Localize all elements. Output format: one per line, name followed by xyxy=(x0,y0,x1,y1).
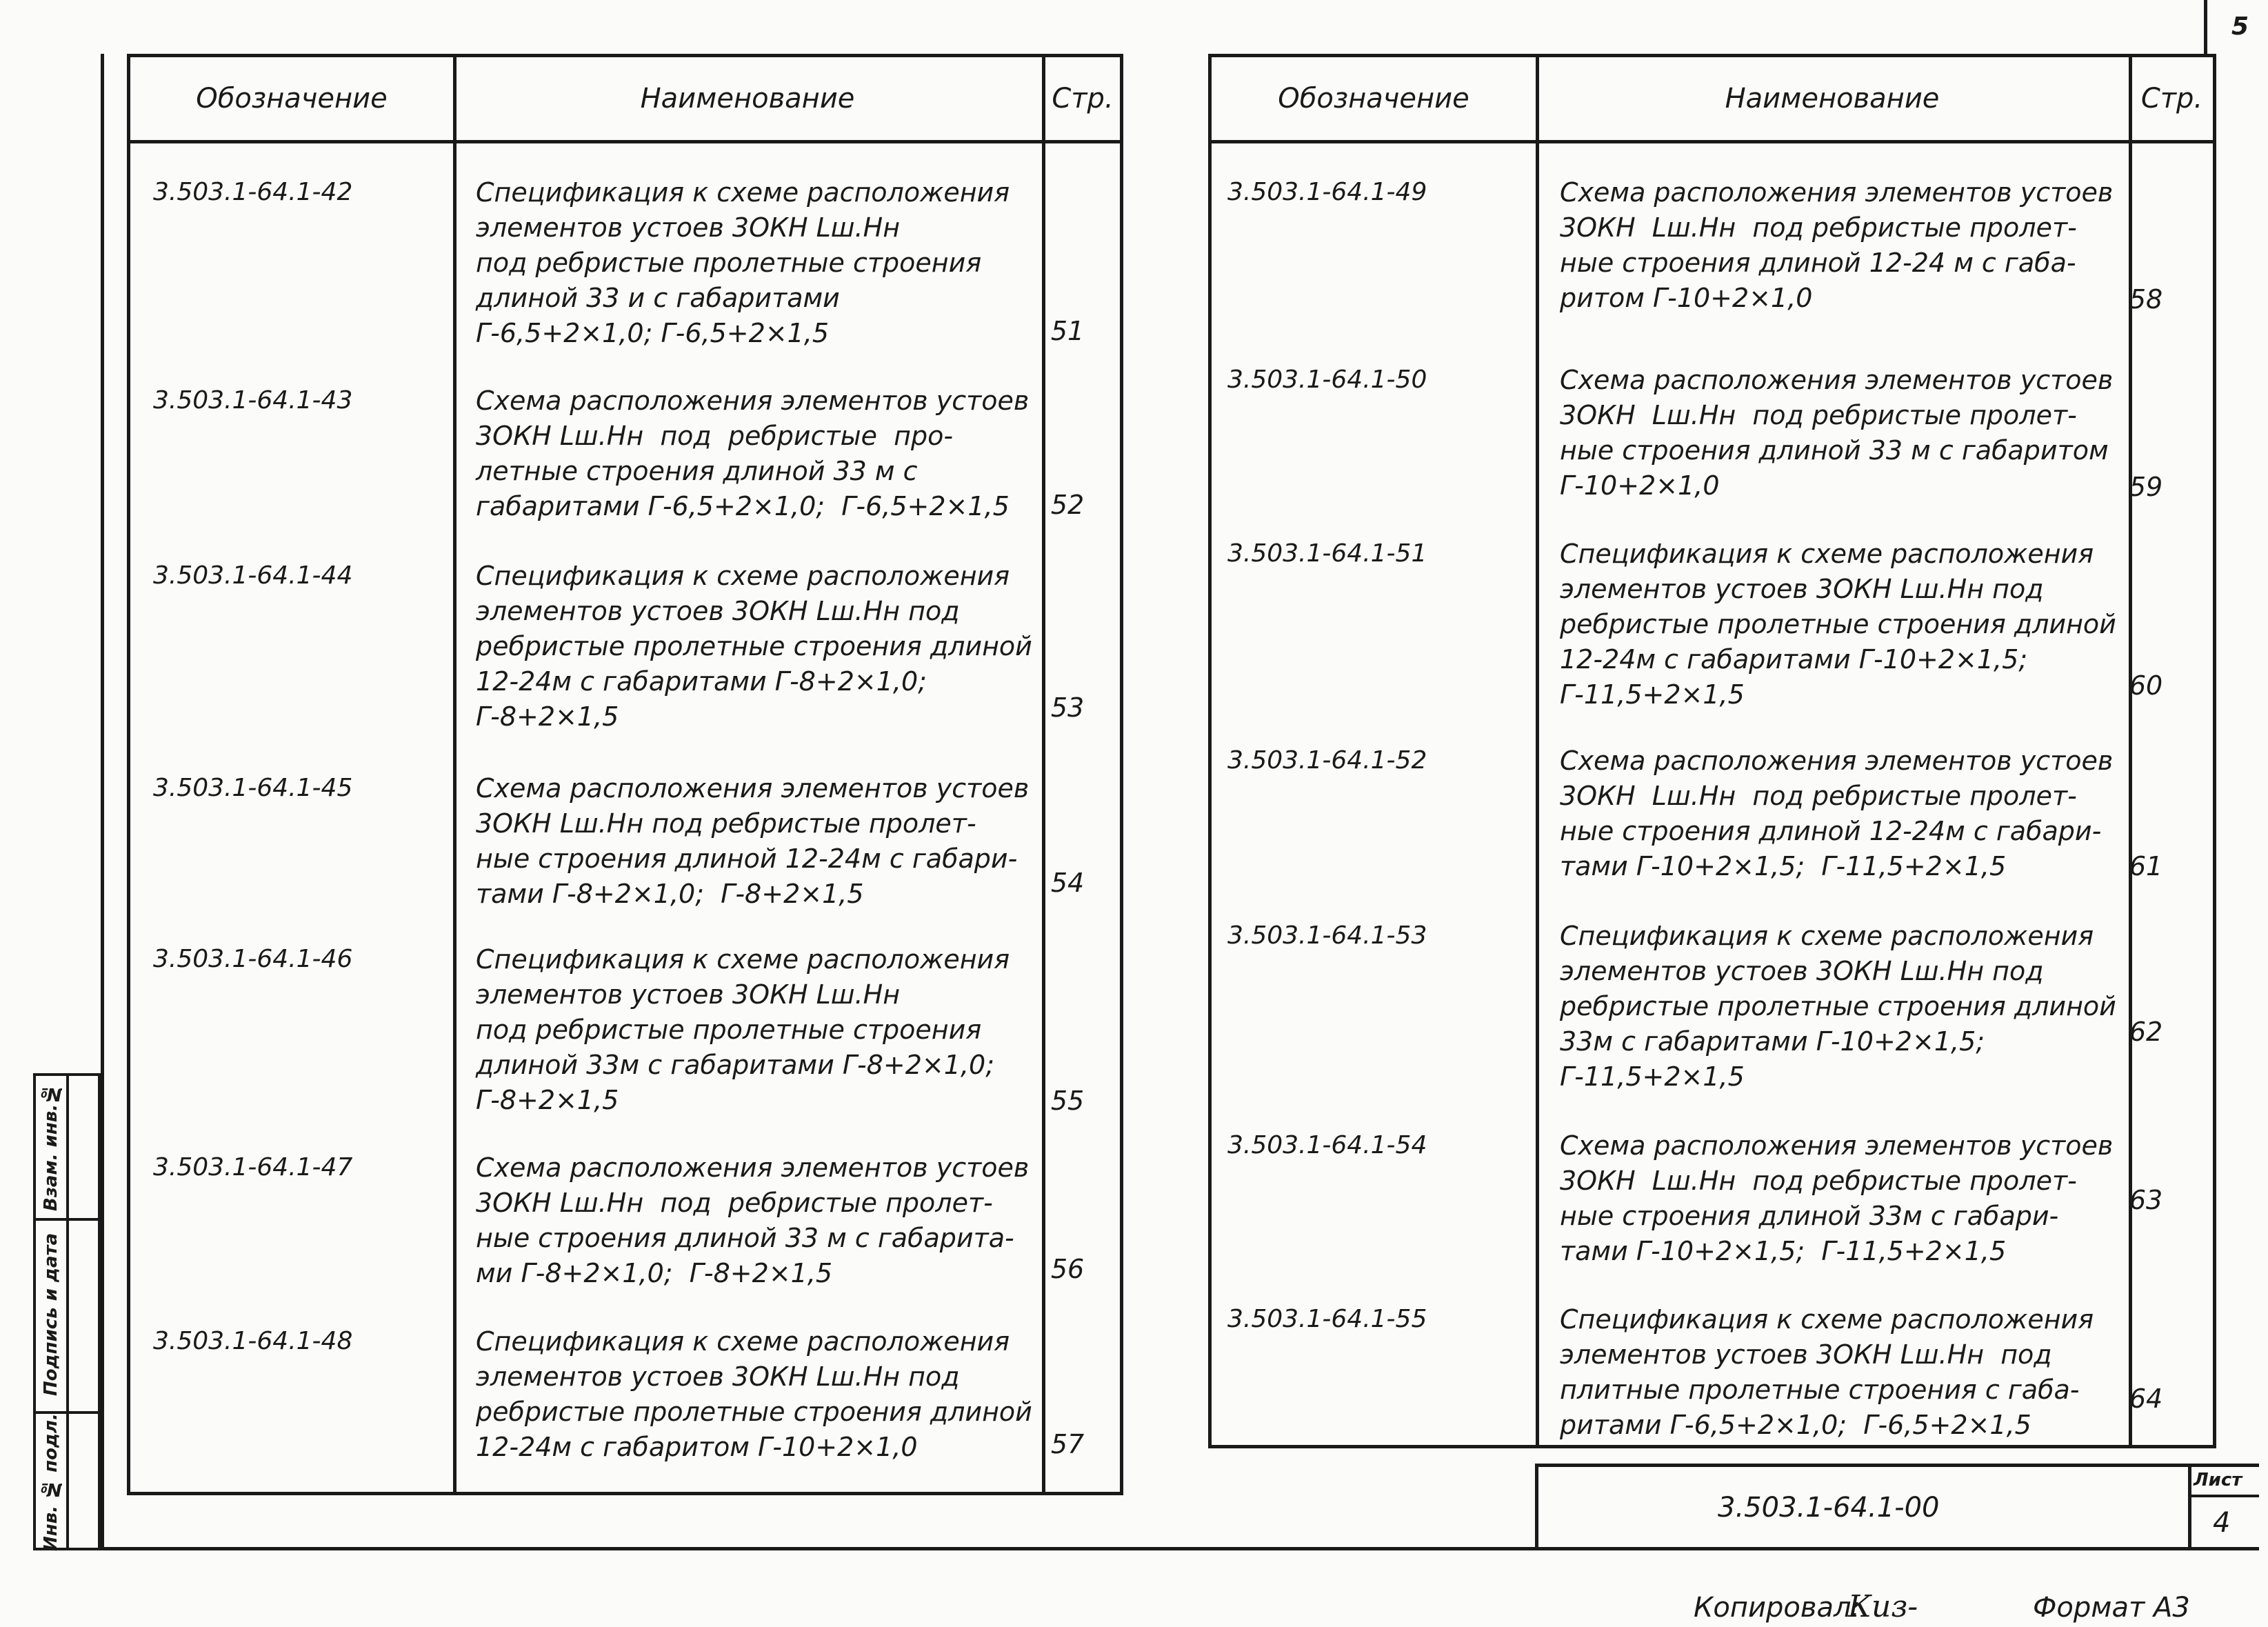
right-row-code: 3.503.1-64.1-50 xyxy=(1227,366,1427,394)
left-row-desc: Схема расположения элементов устоев 3ОКН Lш.Нн под ребристые пролет- ные строения длиной 33 м с габарита- ми Г-8+2×1,0; Г-8+2×1,5 xyxy=(476,1152,1030,1288)
stamp-sheet-number: 4 xyxy=(2213,1507,2231,1539)
right-row-desc: Спецификация к схеме расположения элементов устоев 3ОКН Lш.Нн под ребристые пролетные строения длиной 12-24м с габаритами Г-10+2×1,5; Г-11,5+2×1,5 xyxy=(1560,539,2116,710)
left-row-desc: Спецификация к схеме расположения элементов устоев 3ОКН Lш.Нн под ребристые пролетные строения длиной 33м с габаритами Г-8+2×1,0; Г-8+2×1,5 xyxy=(476,944,1010,1115)
left-row-desc: Спецификация к схеме расположения элементов устоев 3ОКН Lш.Нн под ребристые пролетные строения длиной 12-24м с габаритами Г-8+2×1,0; Г-8+2×1,5 xyxy=(476,561,1032,732)
left-row-desc: Схема расположения элементов устоев 3ОКН Lш.Нн под ребристые пролет- ные строения длиной 12-24м с габари- тами Г-8+2×1,0; Г-8+2×1,5 xyxy=(476,773,1030,909)
corner-box xyxy=(2204,0,2207,54)
right-row-desc: Схема расположения элементов устоев 3ОКН Lш.Нн под ребристые пролет- ные строения длиной 12-24м с габари- тами Г-10+2×1,5; Г-11,5+2×1,5 xyxy=(1560,746,2114,881)
right-row-desc: Спецификация к схеме расположения элементов устоев 3ОКН Lш.Нн под плитные пролетные строения с габа- ритами Г-6,5+2×1,0; Г-6,5+2×1,5 xyxy=(1560,1304,2094,1440)
left-row-page: 57 xyxy=(1050,1429,1085,1459)
stamp-sheet-divider xyxy=(2188,1495,2259,1497)
left-row-desc: Спецификация к схеме расположения элементов устоев 3ОКН Lш.Нн под ребристые пролетные строения длиной 33 и с габаритами Г-6,5+2×1,0; Г-6,5+2×1,5 xyxy=(476,177,1010,348)
side-stamp-col-divider xyxy=(66,1076,69,1548)
left-row-code: 3.503.1-64.1-47 xyxy=(153,1153,353,1181)
header-designation: Обозначение xyxy=(1278,83,1469,114)
footer-copied-label: Копировал: xyxy=(1694,1592,1861,1624)
header-page: Стр. xyxy=(2140,83,2203,114)
left-row-page: 53 xyxy=(1050,692,1085,723)
right-row-page: 58 xyxy=(2129,284,2163,315)
right-row-code: 3.503.1-64.1-49 xyxy=(1227,178,1427,206)
left-row-code: 3.503.1-64.1-44 xyxy=(153,561,353,590)
right-row-page: 61 xyxy=(2129,851,2163,881)
right-row-code: 3.503.1-64.1-54 xyxy=(1227,1131,1427,1159)
header-designation: Обозначение xyxy=(196,83,388,114)
title-stamp xyxy=(1535,1464,2259,1550)
side-stamp xyxy=(33,1073,101,1550)
stamp-doc-code: 3.503.1-64.1-00 xyxy=(1718,1492,1940,1524)
right-row-code: 3.503.1-64.1-55 xyxy=(1227,1305,1427,1333)
footer-copied-sign: Киз- xyxy=(1848,1589,1918,1624)
right-row-page: 64 xyxy=(2129,1384,2163,1414)
right-row-code: 3.503.1-64.1-51 xyxy=(1227,539,1427,568)
left-row-page: 54 xyxy=(1050,868,1085,898)
right-row-code: 3.503.1-64.1-53 xyxy=(1227,921,1427,950)
left-row-code: 3.503.1-64.1-48 xyxy=(153,1327,353,1355)
left-row-page: 56 xyxy=(1050,1254,1085,1284)
left-row-code: 3.503.1-64.1-45 xyxy=(153,774,353,802)
right-row-code: 3.503.1-64.1-52 xyxy=(1227,746,1427,775)
left-row-desc: Спецификация к схеме расположения элементов устоев 3ОКН Lш.Нн под ребристые пролетные строения длиной 12-24м с габаритом Г-10+2×1,0 xyxy=(476,1326,1032,1462)
right-row-page: 62 xyxy=(2129,1017,2163,1047)
left-row-page: 51 xyxy=(1050,316,1085,346)
left-row-page: 55 xyxy=(1050,1086,1085,1116)
left-row-code: 3.503.1-64.1-46 xyxy=(153,945,353,973)
right-row-page: 63 xyxy=(2129,1185,2163,1215)
header-name: Наименование xyxy=(1725,83,1940,114)
left-row-code: 3.503.1-64.1-43 xyxy=(153,386,353,415)
side-inv-replace: Взам. инв.№ xyxy=(41,1083,61,1211)
side-sign-date: Подпись и дата xyxy=(41,1232,61,1397)
right-row-desc: Схема расположения элементов устоев 3ОКН Lш.Нн под ребристые пролет- ные строения длиной 12-24 м с габа- ритом Г-10+2×1,0 xyxy=(1560,177,2114,313)
right-row-page: 59 xyxy=(2129,472,2163,502)
side-inv-orig: Инв. № подл. xyxy=(41,1413,61,1551)
right-row-desc: Схема расположения элементов устоев 3ОКН Lш.Нн под ребристые пролет- ные строения длиной 33м с габари- тами Г-10+2×1,5; Г-11,5+2×1,5 xyxy=(1560,1130,2114,1266)
stamp-sheet-label: Лист xyxy=(2194,1470,2242,1490)
stamp-divider xyxy=(2188,1467,2191,1550)
header-page: Стр. xyxy=(1052,83,1114,114)
header-name: Наименование xyxy=(640,83,855,114)
right-row-desc: Спецификация к схеме расположения элементов устоев 3ОКН Lш.Нн под ребристые пролетные строения длиной 33м с габаритами Г-10+2×1,5; Г-11,5+2×1,5 xyxy=(1560,921,2116,1092)
left-row-desc: Схема расположения элементов устоев 3ОКН Lш.Нн под ребристые про- летные строения длиной 33 м с габаритами Г-6,5+2×1,0; Г-6,5+2×1,5 xyxy=(476,386,1030,521)
footer-format: Формат А3 xyxy=(2033,1592,2190,1624)
left-row-code: 3.503.1-64.1-42 xyxy=(153,178,353,206)
left-row-page: 52 xyxy=(1050,490,1085,520)
right-row-page: 60 xyxy=(2129,670,2163,701)
sheet-top-number: 5 xyxy=(2231,12,2249,41)
right-row-desc: Схема расположения элементов устоев 3ОКН Lш.Нн под ребристые пролет- ные строения длиной 33 м с габаритом Г-10+2×1,0 xyxy=(1560,365,2114,501)
